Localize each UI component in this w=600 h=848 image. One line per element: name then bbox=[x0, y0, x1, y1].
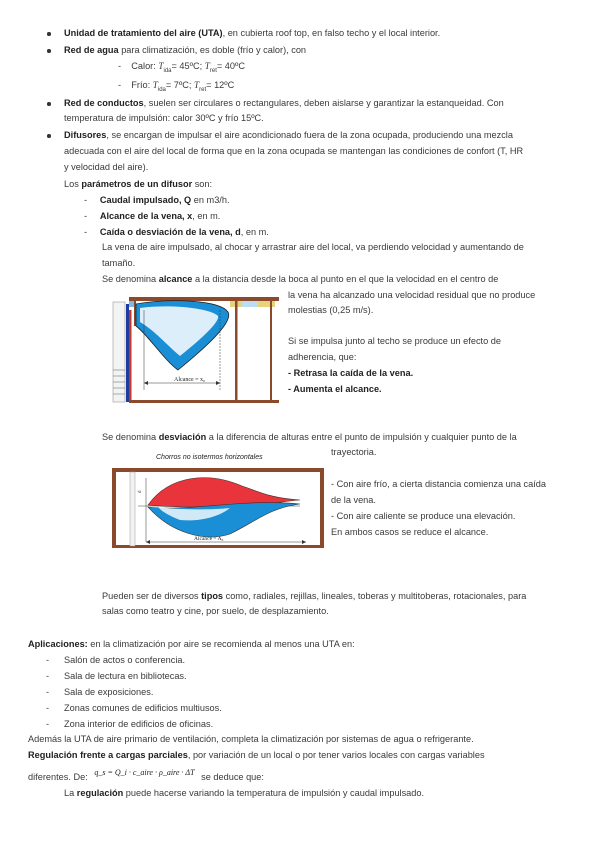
ret-sub: ret bbox=[199, 86, 207, 93]
alcance-term: Alcance de la vena, x bbox=[99, 211, 193, 221]
list-dash: - bbox=[46, 703, 50, 713]
bullet-dot bbox=[47, 102, 51, 106]
aplic-text: en la climatización por aire se recomienda al menos una UTA en: bbox=[87, 639, 355, 649]
calor-ida: = 45ºC; bbox=[171, 61, 203, 71]
params-intro bbox=[64, 179, 212, 190]
desv-note2: de la vena. bbox=[331, 495, 376, 505]
ida-sub: ida bbox=[163, 67, 172, 74]
regulacion-line bbox=[28, 750, 485, 761]
difusores-text1: , se encargan de impulsar el aire acondicionado fuera de la zona ocupada, produciendo una mezcla bbox=[106, 130, 513, 140]
desv-pre: Se denomina bbox=[102, 432, 159, 442]
t-symbol: T bbox=[204, 61, 210, 71]
calor-ret: = 40ºC bbox=[216, 61, 246, 71]
calor-label: Calor: bbox=[131, 61, 156, 71]
params-pre: Los bbox=[64, 179, 82, 189]
desviacion-figure bbox=[110, 448, 325, 555]
list-dash: - bbox=[46, 687, 50, 697]
difusores-term: Difusores bbox=[64, 130, 107, 140]
aplic-term: Aplicaciones: bbox=[28, 639, 88, 649]
conductos-line2: temperatura de impulsión: calor 30ºC y frío 15ºC. bbox=[64, 113, 264, 123]
vena-line1: La vena de aire impulsado, al chocar y arrastrar aire del local, va perdiendo velocidad y aumentando de bbox=[102, 242, 524, 252]
list-dash: - bbox=[46, 671, 50, 681]
uta-term: Unidad de tratamiento del aire (UTA) bbox=[64, 28, 223, 38]
aplic-item: Zonas comunes de edificios multiusos. bbox=[64, 703, 222, 713]
fig2-title: Chorros no isotermos horizontales bbox=[156, 454, 263, 461]
bullet-dot bbox=[47, 32, 51, 36]
final-text: puede hacerse variando la temperatura de impulsión y caudal impulsado. bbox=[123, 788, 425, 798]
conductos-term: Red de conductos bbox=[64, 98, 144, 108]
alc-l1: a la distancia desde la boca al punto en el que la velocidad en el centro de bbox=[192, 274, 499, 284]
tipos-pre: Pueden ser de diversos bbox=[102, 591, 202, 601]
frio-ida: = 7ºC; bbox=[165, 80, 192, 90]
desv-l1: a la diferencia de alturas entre el punto de impulsión y cualquier punto de la bbox=[206, 432, 517, 442]
caida-term: Caída o desviación de la vena, d bbox=[99, 227, 241, 237]
calor-line: - Calor: $T_{ida}=$ 45ºC; $T_{ret}=$ 40ºC bbox=[118, 61, 246, 74]
alcance-def-line2: la vena ha alcanzado una velocidad residual que no produce bbox=[288, 290, 536, 300]
frio-line: - Frío: $T_{ida}=$ 7ºC; $T_{ret}=$ 12ºC bbox=[118, 80, 235, 93]
aplic-heading bbox=[28, 639, 355, 650]
tipos-term: tipos bbox=[201, 591, 224, 601]
formula: q_s = Q_i · c_aire · ρ_aire · ΔT bbox=[94, 768, 195, 777]
frio-ret: = 12ºC bbox=[206, 80, 235, 90]
agua-text: para climatización, es doble (frío y calor), con bbox=[118, 45, 307, 55]
alc-pre: Se denomina bbox=[102, 274, 159, 284]
caudal-term: Caudal impulsado, Q bbox=[99, 195, 192, 205]
uta-text: , en cubierta roof top, en falso techo y el local interior. bbox=[222, 28, 441, 38]
final-pre: La bbox=[64, 788, 77, 798]
ida-sub: ida bbox=[157, 86, 166, 93]
alcance-def-line3: molestias (0,25 m/s). bbox=[288, 305, 374, 315]
t-symbol: T bbox=[158, 61, 164, 71]
techo-b2: - Aumenta el alcance. bbox=[288, 384, 382, 394]
tipos-l1: como, radiales, rejillas, lineales, toberas y multitoberas, rotacionales, para bbox=[223, 591, 527, 601]
tipos-line2: salas como teatro y cine, por suelo, de desplazamiento. bbox=[102, 606, 329, 616]
conductos-text1: , suelen ser circulares o rectangulares, deben aislarse y garantizar la estanqueidad. Con bbox=[143, 98, 504, 108]
list-dash: - bbox=[46, 655, 50, 665]
alcance-figure bbox=[110, 290, 282, 410]
desv-note1: - Con aire frío, a cierta distancia comienza una caída bbox=[331, 479, 546, 489]
difusores-line1 bbox=[64, 130, 513, 141]
alcance-def-line1 bbox=[102, 274, 498, 285]
desv-term: desviación bbox=[158, 432, 207, 442]
bullet-dot bbox=[47, 134, 51, 138]
conductos-line1 bbox=[64, 98, 504, 109]
dif-post: se deduce que: bbox=[201, 772, 264, 782]
desviacion-line2: trayectoria. bbox=[331, 447, 377, 457]
aplic-item: Salón de actos o conferencia. bbox=[64, 655, 186, 665]
uta-line bbox=[64, 28, 440, 39]
t-symbol: T bbox=[194, 80, 200, 90]
fig2-label: Alcance = A₀ bbox=[194, 536, 224, 542]
param-caudal: - Caudal impulsado, Q en m3/h. bbox=[84, 195, 230, 205]
vena-line2: tamaño. bbox=[102, 258, 136, 268]
techo-bullet2 bbox=[288, 384, 382, 395]
ret-sub: ret bbox=[209, 67, 217, 74]
caudal-text: en m3/h. bbox=[191, 195, 230, 205]
param-alcance: - Alcance de la vena, x, en m. bbox=[84, 211, 221, 221]
final-term: regulación bbox=[76, 788, 124, 798]
tipos-line1 bbox=[102, 591, 526, 602]
t-symbol: T bbox=[152, 80, 158, 90]
list-dash: - bbox=[46, 719, 50, 729]
techo-bullet1 bbox=[288, 368, 413, 379]
aplic-item: Sala de exposiciones. bbox=[64, 687, 154, 697]
difusores-line2: adecuada con el aire del local de forma que en la zona ocupada se mantengan las condiciones de confort (T, HR bbox=[64, 146, 524, 156]
dif-pre: diferentes. De: bbox=[28, 772, 88, 782]
desv-note3: - Con aire caliente se produce una elevación. bbox=[331, 511, 516, 521]
bullet-dot bbox=[47, 49, 51, 53]
aplic-item: Zona interior de edificios de oficinas. bbox=[64, 719, 214, 729]
fig1-label: Alcance = x₀ bbox=[174, 377, 206, 383]
caida-text: , en m. bbox=[240, 227, 269, 237]
params-post: son: bbox=[192, 179, 213, 189]
diferentes-line bbox=[28, 768, 264, 783]
aplic-item: Sala de lectura en bibliotecas. bbox=[64, 671, 187, 681]
desv-note4: En ambos casos se reduce el alcance. bbox=[331, 527, 489, 537]
params-term: parámetros de un difusor bbox=[81, 179, 193, 189]
alcance-text: , en m. bbox=[192, 211, 221, 221]
techo-line1: Si se impulsa junto al techo se produce un efecto de bbox=[288, 336, 501, 346]
alc-term: alcance bbox=[158, 274, 193, 284]
agua-term: Red de agua bbox=[64, 45, 119, 55]
desviacion-line1 bbox=[102, 432, 517, 443]
param-caida: - Caída o desviación de la vena, d, en m. bbox=[84, 227, 269, 237]
svg-text:d: d bbox=[138, 490, 143, 493]
regul-term: Regulación frente a cargas parciales bbox=[28, 750, 188, 760]
regul-text: , por variación de un local o por tener varios locales con cargas variables bbox=[187, 750, 485, 760]
techo-b1: - Retrasa la caída de la vena. bbox=[288, 368, 414, 378]
techo-line2: adherencia, que: bbox=[288, 352, 357, 362]
agua-line bbox=[64, 45, 306, 56]
frio-label: Frío: bbox=[131, 80, 151, 90]
ademas-line: Además la UTA de aire primario de ventilación, completa la climatización por sistemas de agua o refrigerante. bbox=[28, 734, 474, 744]
final-line bbox=[64, 788, 424, 799]
difusores-line3: y velocidad del aire). bbox=[64, 162, 149, 172]
